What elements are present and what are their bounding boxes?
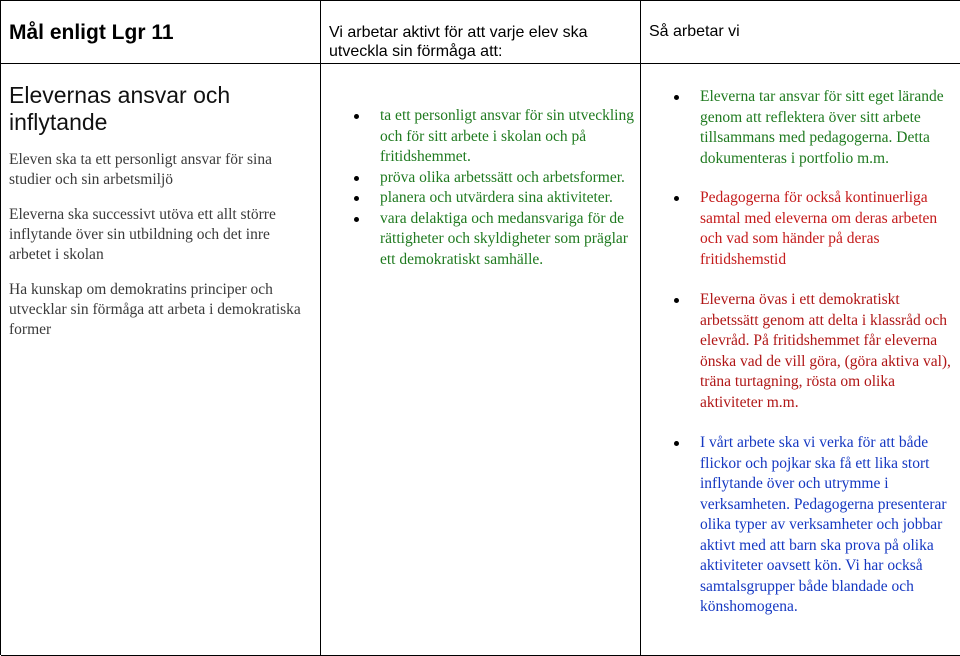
ability-text: vara delaktiga och medansvariga för de rättigheter och skyldigheter som präglar ett demokratiskt samhälle. <box>380 209 628 268</box>
goals-title: Elevernas ansvar och inflytande <box>9 82 231 135</box>
methods-cell <box>641 64 960 656</box>
bullet-icon <box>674 196 679 201</box>
header-abilities: Vi arbetar aktivt för att varje elev ska utveckla sin förmåga att: <box>321 1 641 64</box>
methods-list <box>641 87 956 618</box>
method-text: Eleverna tar ansvar för sitt eget lärande genom att reflektera över sitt arbete tillsammans med pedagogerna. Detta dokumenteras i portfolio m.m. <box>700 88 944 167</box>
goals-paragraph: Eleverna ska successivt utöva ett allt större inflytande över sin utbildning och det inre arbetet i skolan <box>9 206 276 263</box>
bullet-icon <box>354 217 359 222</box>
list-item <box>641 87 956 169</box>
method-text: Eleverna övas i ett demokratiskt arbetssätt genom att delta i klassråd och elevråd. På fritidshemmet får eleverna önska vad de vill göra, (göra aktiva val), träna turtagning, rösta om olika aktiviteter m.m. <box>700 291 951 411</box>
list-item <box>641 188 956 270</box>
abilities-list <box>321 106 636 270</box>
goals-paragraph: Eleven ska ta ett personligt ansvar för sina studier och sin arbetsmiljö <box>9 151 272 188</box>
bullet-icon <box>674 95 679 100</box>
ability-text: pröva olika arbetssätt och arbetsformer. <box>380 168 625 186</box>
bullet-icon <box>354 176 359 181</box>
bullet-icon <box>674 441 679 446</box>
bullet-icon <box>354 196 359 201</box>
list-item <box>321 209 636 271</box>
list-item <box>641 290 956 413</box>
method-text: Pedagogerna för också kontinuerliga samtal med eleverna om deras arbeten och vad som händer på deras fritidshemstid <box>700 189 938 268</box>
list-item <box>321 106 636 168</box>
abilities-cell <box>321 64 641 656</box>
goals-cell <box>1 64 321 656</box>
bullet-icon <box>674 298 679 303</box>
header-goals: Mål enligt Lgr 11 <box>1 1 321 64</box>
bullet-icon <box>354 114 359 119</box>
ability-text: planera och utvärdera sina aktiviteter. <box>380 189 613 206</box>
goals-paragraph: Ha kunskap om demokratins principer och utvecklar sin förmåga att arbeta i demokratiska former <box>9 281 301 338</box>
ability-text: ta ett personligt ansvar för sin utveckling och för sitt arbete i skolan och på fritidshemmet. <box>380 107 634 165</box>
list-item <box>641 433 956 618</box>
list-item <box>321 168 636 189</box>
header-methods: Så arbetar vi <box>641 1 960 64</box>
method-text: I vårt arbete ska vi verka för att både flickor och pojkar ska få ett lika stort inflytande över och utrymme i verksamheten. Pedagogerna presenterar olika typer av verksamheter och jobbar aktivt med att barn ska prova på olika aktiviteter oavsett kön. Vi har också samtalsgrupper både blandade och könshomogena. <box>700 434 947 615</box>
list-item <box>321 188 636 209</box>
